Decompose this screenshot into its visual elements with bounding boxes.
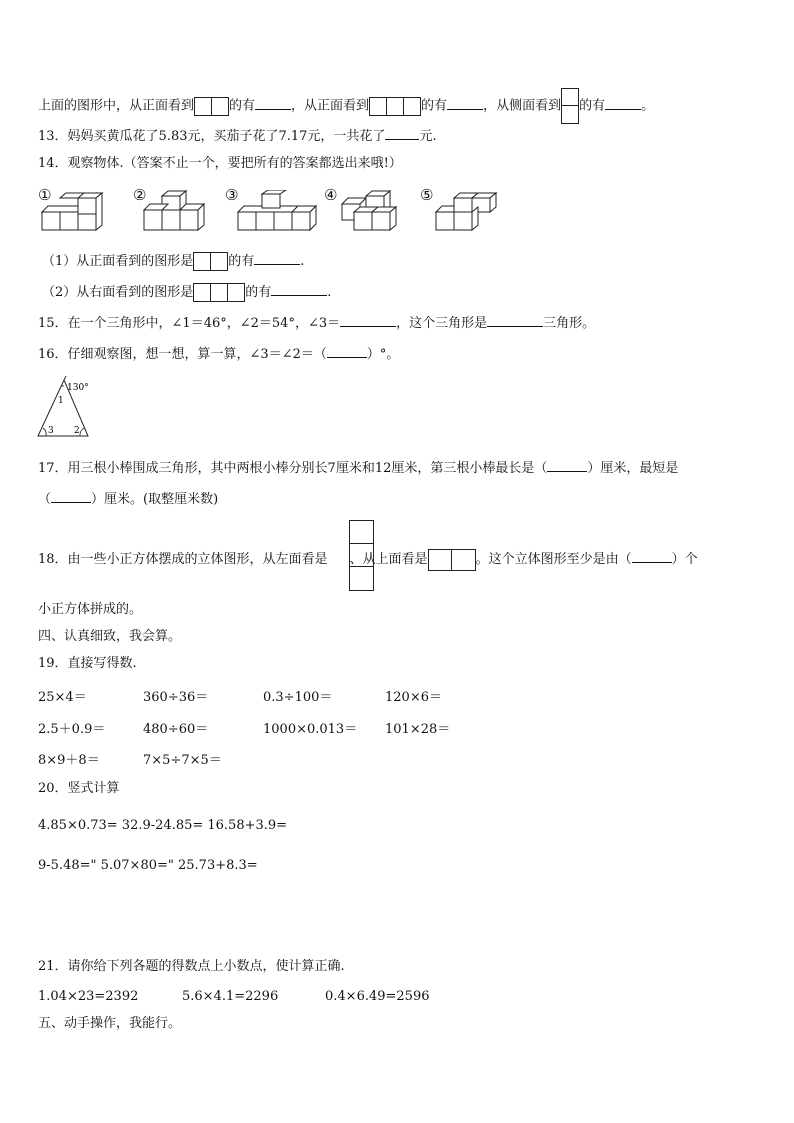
fig-label-4: ④ <box>324 186 338 204</box>
q17-blank-1[interactable] <box>547 457 587 472</box>
q20-row-1: 4.85×0.73= 32.9-24.85= 16.58+3.9= <box>38 818 288 833</box>
q12-blank-1[interactable] <box>255 95 291 110</box>
q14-sub2-period: . <box>327 285 332 300</box>
q13-text: 13．妈妈买黄瓜花了5.83元，买茄子花了7.17元，一共花了 <box>38 129 386 144</box>
q12-text-1: 上面的图形中，从正面看到 <box>38 98 195 114</box>
cube-figure-4 <box>342 191 396 230</box>
q18-line2: 小正方体拼成的。 <box>38 602 143 617</box>
q12-text-5: ，从侧面看到 <box>483 98 562 114</box>
q17-line1 <box>38 457 678 478</box>
q19-item-2: 360÷36＝ <box>143 690 209 705</box>
front-view-2cell-shape <box>194 97 229 116</box>
q14-title: 14．观察物体.（答案不止一个，要把所有的答案都选出来哦!） <box>38 156 402 171</box>
q16-blank[interactable] <box>327 343 367 358</box>
q16-text: 16．仔细观察图，想一想，算一算，∠3＝∠2＝（ <box>38 347 327 362</box>
q21-item-1: 1.04×23=2392 <box>38 989 139 1004</box>
q15-text-1: 15．在一个三角形中，∠1＝46°，∠2＝54°，∠3＝ <box>38 316 341 331</box>
fig-label-1: ① <box>38 186 52 204</box>
q15 <box>38 312 595 333</box>
q17-text-2: ）厘米，最短是 <box>587 461 679 476</box>
front-view-3cell-shape <box>369 97 421 116</box>
q19-title: 19．直接写得数. <box>38 656 137 671</box>
q15-blank-2[interactable] <box>487 312 543 327</box>
q12-text-7: 。 <box>641 98 655 114</box>
q12-line <box>38 88 654 124</box>
q12-text-4: 的有 <box>421 98 448 114</box>
q17-line2 <box>38 488 218 509</box>
q12-text-2: 的有 <box>229 98 256 114</box>
q12-text-6: 的有 <box>579 98 606 114</box>
q18-text-4: ）个 <box>671 552 698 567</box>
side-view-vertical-shape <box>561 88 579 124</box>
q15-text-2: ，这个三角形是 <box>396 316 488 331</box>
q18-blank[interactable] <box>632 548 672 563</box>
q19-item-5: 2.5＋0.9＝ <box>38 722 106 737</box>
q19-item-3: 0.3÷100＝ <box>263 690 333 705</box>
q12-blank-3[interactable] <box>605 95 641 110</box>
q21-title: 21．请你给下列各题的得数点上小数点，使计算正确. <box>38 959 345 974</box>
q18-text-2: 、从上面看是 <box>349 552 428 567</box>
q16-end: ）°。 <box>366 347 400 362</box>
q19-item-6: 480÷60＝ <box>143 722 209 737</box>
q16-angle-130: 130° <box>67 383 89 393</box>
q14-sub1-text-2: 的有 <box>228 254 255 269</box>
q18-text-1: 18．由一些小正方体摆成的立体图形，从左面看是 <box>38 552 328 567</box>
cube-figures <box>38 190 518 238</box>
q20-title: 20．竖式计算 <box>38 781 120 796</box>
q12-blank-2[interactable] <box>447 95 483 110</box>
q15-blank-1[interactable] <box>340 312 396 327</box>
section-5-title: 五、动手操作，我能行。 <box>38 1016 182 1031</box>
q13-blank[interactable] <box>385 125 419 140</box>
q12-text-3: ，从正面看到 <box>291 98 370 114</box>
q16-angle-2: 2 <box>74 426 80 436</box>
q17-text-4: ）厘米。(取整厘米数) <box>91 492 219 507</box>
q19-item-8: 101×28＝ <box>385 722 451 737</box>
q14-sub2-blank[interactable] <box>271 281 327 296</box>
cube-figure-1 <box>42 193 102 230</box>
cube-figure-2 <box>144 191 204 230</box>
section-4-title: 四、认真细致，我会算。 <box>38 629 182 644</box>
q17-text-1: 17．用三根小棒围成三角形，其中两根小棒分别长7厘米和12厘米，第三根小棒最长是（ <box>38 461 548 476</box>
q18-text-3: 。这个立体图形至少是由（ <box>475 552 632 567</box>
q14-sub2 <box>42 281 331 302</box>
q18-left-view-shape <box>328 545 350 563</box>
q19-item-7: 1000×0.013＝ <box>263 722 358 737</box>
q16-angle-1: 1 <box>58 396 64 406</box>
cube-figure-3 <box>238 190 316 230</box>
cube-figure-5 <box>436 193 496 230</box>
q14-sub1 <box>42 250 304 271</box>
q18-left-view-column <box>349 520 374 591</box>
q14-sub1-period: . <box>300 254 305 269</box>
q19-item-1: 25×4＝ <box>38 690 87 705</box>
q14-sub2-shape <box>193 283 245 302</box>
q18-top-view-shape <box>428 549 476 571</box>
q17-blank-2[interactable] <box>51 488 91 503</box>
q16 <box>38 343 399 364</box>
fig-label-5: ⑤ <box>420 186 434 204</box>
q21-item-2: 5.6×4.1=2296 <box>182 989 279 1004</box>
fig-label-3: ③ <box>225 186 239 204</box>
q16-angle-3: 3 <box>48 426 54 436</box>
q15-text-3: 三角形。 <box>543 316 596 331</box>
q19-item-10: 7×5÷7×5＝ <box>143 753 222 768</box>
q19-item-9: 8×9＋8＝ <box>38 753 100 768</box>
q21-item-3: 0.4×6.49=2596 <box>325 989 430 1004</box>
q16-triangle-figure <box>34 376 98 440</box>
q20-row-2: 9-5.48=" 5.07×80=" 25.73+8.3= <box>38 858 258 873</box>
q14-sub1-blank[interactable] <box>254 250 300 265</box>
q19-item-4: 120×6＝ <box>385 690 442 705</box>
q14-sub1-text: （1）从正面看到的图形是 <box>42 254 194 269</box>
q13 <box>38 125 437 146</box>
q13-end: 元. <box>419 129 437 144</box>
q14-sub2-text-2: 的有 <box>245 285 272 300</box>
q14-sub2-text: （2）从右面看到的图形是 <box>42 285 194 300</box>
fig-label-2: ② <box>133 186 147 204</box>
q14-sub1-shape <box>193 252 228 271</box>
q17-text-3: （ <box>38 492 52 507</box>
